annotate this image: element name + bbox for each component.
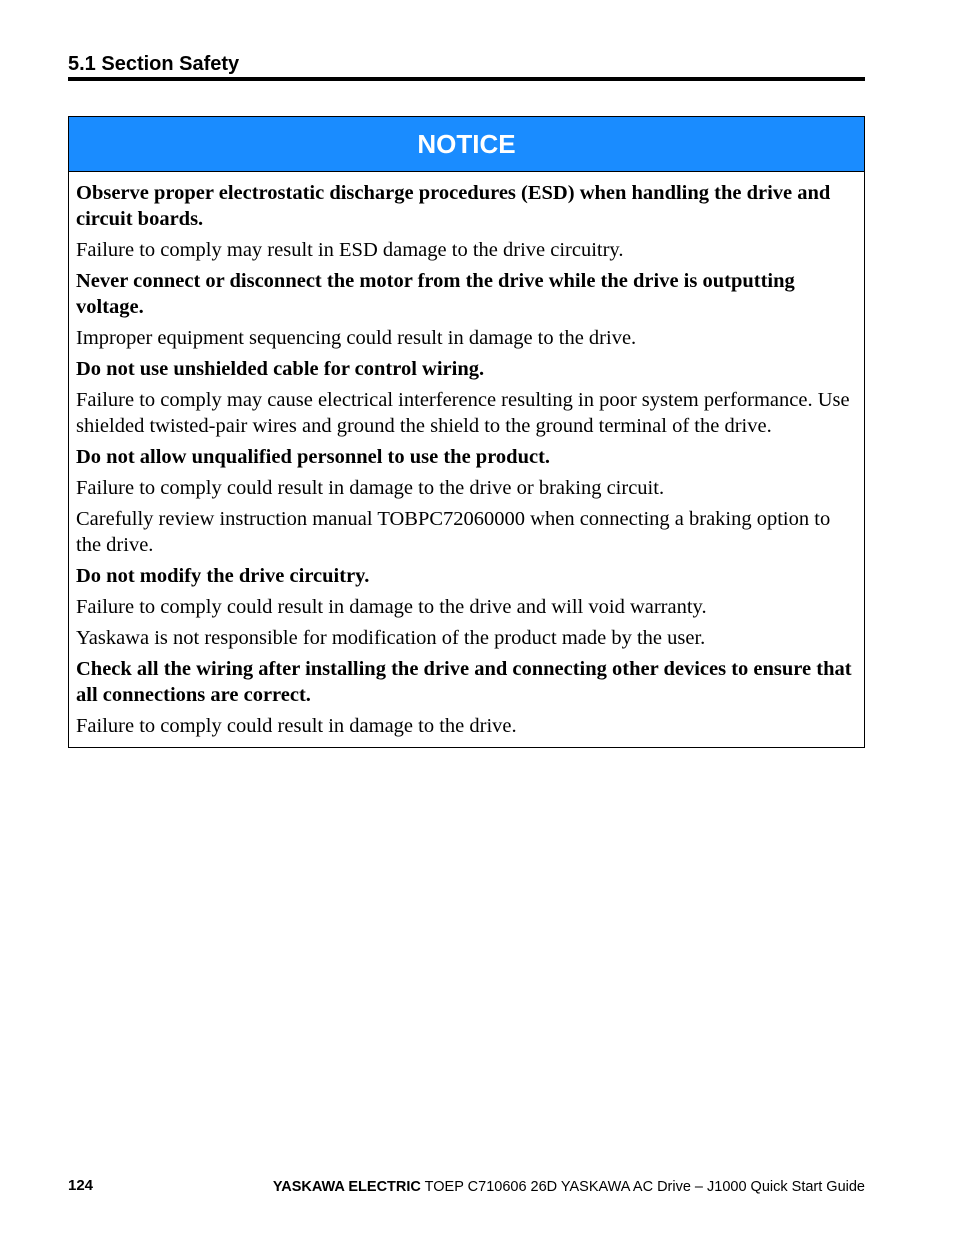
- notice-consequence: Failure to comply could result in damage to the drive and will void warranty.: [76, 596, 707, 618]
- footer-document: TOEP C710606 26D YASKAWA AC Drive – J1000 Quick Start Guide: [424, 1179, 865, 1195]
- notice-instruction: Never connect or disconnect the motor from the drive while the drive is outputting voltage.: [76, 270, 795, 318]
- section-title: 5.1 Section Safety: [68, 53, 240, 75]
- notice-consequence: Failure to comply may cause electrical interference resulting in poor system performance. Use shielded twisted-pair wires and ground the shield to the ground terminal of the drive.: [76, 389, 850, 437]
- notice-instruction: Do not allow unqualified personnel to use the product.: [76, 446, 551, 468]
- notice-consequence: Carefully review instruction manual TOBPC72060000 when connecting a braking option to the drive.: [76, 508, 831, 556]
- footer-brand: YASKAWA ELECTRIC: [272, 1179, 421, 1195]
- notice-box: [68, 116, 865, 748]
- notice-consequence: Failure to comply may result in ESD damage to the drive circuitry.: [76, 239, 624, 261]
- notice-body: [69, 172, 864, 739]
- footer-document-title: [273, 1179, 865, 1195]
- notice-banner: NOTICE: [69, 117, 864, 172]
- section-divider: [68, 77, 865, 81]
- notice-instruction: Observe proper electrostatic discharge procedures (ESD) when handling the drive and circuit boards.: [76, 182, 831, 230]
- notice-instruction: Check all the wiring after installing the drive and connecting other devices to ensure that all connections are correct.: [76, 658, 852, 706]
- notice-instruction: Do not use unshielded cable for control wiring.: [76, 358, 485, 380]
- notice-consequence: Yaskawa is not responsible for modification of the product made by the user.: [76, 627, 706, 649]
- page-number: 124: [68, 1177, 94, 1194]
- notice-consequence: Improper equipment sequencing could result in damage to the drive.: [76, 327, 637, 349]
- notice-consequence: Failure to comply could result in damage to the drive or braking circuit.: [76, 477, 665, 499]
- notice-instruction: Do not modify the drive circuitry.: [76, 565, 370, 587]
- notice-consequence: Failure to comply could result in damage to the drive.: [76, 715, 517, 737]
